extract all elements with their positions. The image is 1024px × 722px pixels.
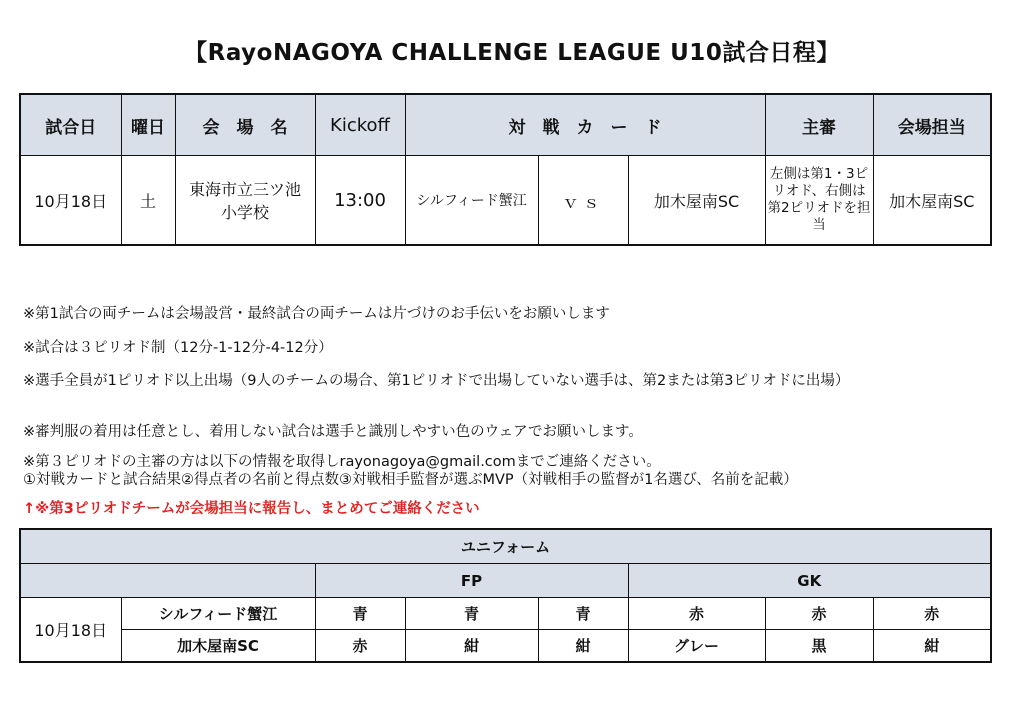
uniform-table (19, 528, 992, 663)
uniform-fp-color: 青 (405, 598, 538, 630)
uniform-fp-color: 赤 (315, 630, 405, 663)
cell-kickoff: 13:00 (315, 156, 405, 246)
uniform-title: ユニフォーム (20, 529, 991, 564)
cell-date: 10月18日 (20, 156, 121, 246)
cell-home-team: シルフィード蟹江 (405, 156, 538, 246)
uniform-subheader-row (20, 564, 991, 598)
cell-day: 土 (121, 156, 175, 246)
uniform-blank-header (20, 564, 315, 598)
cell-venue-staff: 加木屋南SC (873, 156, 991, 246)
note-alert: ↑※第3ピリオドチームが会場担当に報告し、まとめてご連絡ください (23, 501, 480, 517)
cell-away-team: 加木屋南SC (628, 156, 765, 246)
schedule-header-row (20, 94, 991, 156)
uniform-fp-color: 青 (538, 598, 628, 630)
uniform-team-name: シルフィード蟹江 (121, 598, 315, 630)
note-players: ※選手全員が1ピリオド以上出場（9人のチームの場合、第1ピリオドで出場していない選手は、第2または第3ピリオドに出場） (23, 373, 850, 389)
uniform-date: 10月18日 (20, 598, 121, 663)
note-report: ※第３ピリオドの主審の方は以下の情報を取得しrayonagoya@gmail.comまでご連絡ください。 (23, 454, 661, 470)
schedule-table (19, 93, 992, 246)
uniform-fp-color: 紺 (538, 630, 628, 663)
header-match: 対 戦 カ ー ド (405, 94, 765, 156)
header-referee: 主審 (765, 94, 873, 156)
header-day: 曜日 (121, 94, 175, 156)
note-setup: ※第1試合の両チームは会場設営・最終試合の両チームは片づけのお手伝いをお願いします (23, 306, 610, 322)
cell-venue: 東海市立三ツ池小学校 (175, 156, 315, 246)
note-referee-uniform: ※審判服の着用は任意とし、着用しない試合は選手と識別しやすい色のウェアでお願いします。 (23, 424, 643, 440)
uniform-gk-color: 紺 (873, 630, 991, 663)
uniform-team-name: 加木屋南SC (121, 630, 315, 663)
header-venue-staff: 会場担当 (873, 94, 991, 156)
header-kickoff: Kickoff (315, 94, 405, 156)
uniform-title-row (20, 529, 991, 564)
uniform-row (20, 598, 991, 630)
schedule-row (20, 156, 991, 246)
uniform-gk-color: 赤 (628, 598, 765, 630)
uniform-gk-header: GK (628, 564, 991, 598)
cell-referee: 左側は第1・3ピリオド、右側は第2ピリオドを担当 (765, 156, 873, 246)
uniform-gk-color: 赤 (873, 598, 991, 630)
page-title: 【RayoNAGOYA CHALLENGE LEAGUE U10試合日程】 (184, 40, 840, 66)
header-venue: 会 場 名 (175, 94, 315, 156)
uniform-gk-color: 赤 (765, 598, 873, 630)
cell-vs: ｖｓ (538, 156, 628, 246)
uniform-gk-color: 黒 (765, 630, 873, 663)
header-date: 試合日 (20, 94, 121, 156)
uniform-fp-color: 青 (315, 598, 405, 630)
note-periods: ※試合は３ピリオド制（12分-1-12分-4-12分） (23, 340, 333, 356)
uniform-fp-header: FP (315, 564, 628, 598)
uniform-gk-color: グレー (628, 630, 765, 663)
uniform-fp-color: 紺 (405, 630, 538, 663)
uniform-row (20, 630, 991, 663)
note-report-items: ①対戦カードと試合結果②得点者の名前と得点数③対戦相手監督が選ぶMVP（対戦相手の監督が1名選び、名前を記載） (23, 472, 798, 488)
